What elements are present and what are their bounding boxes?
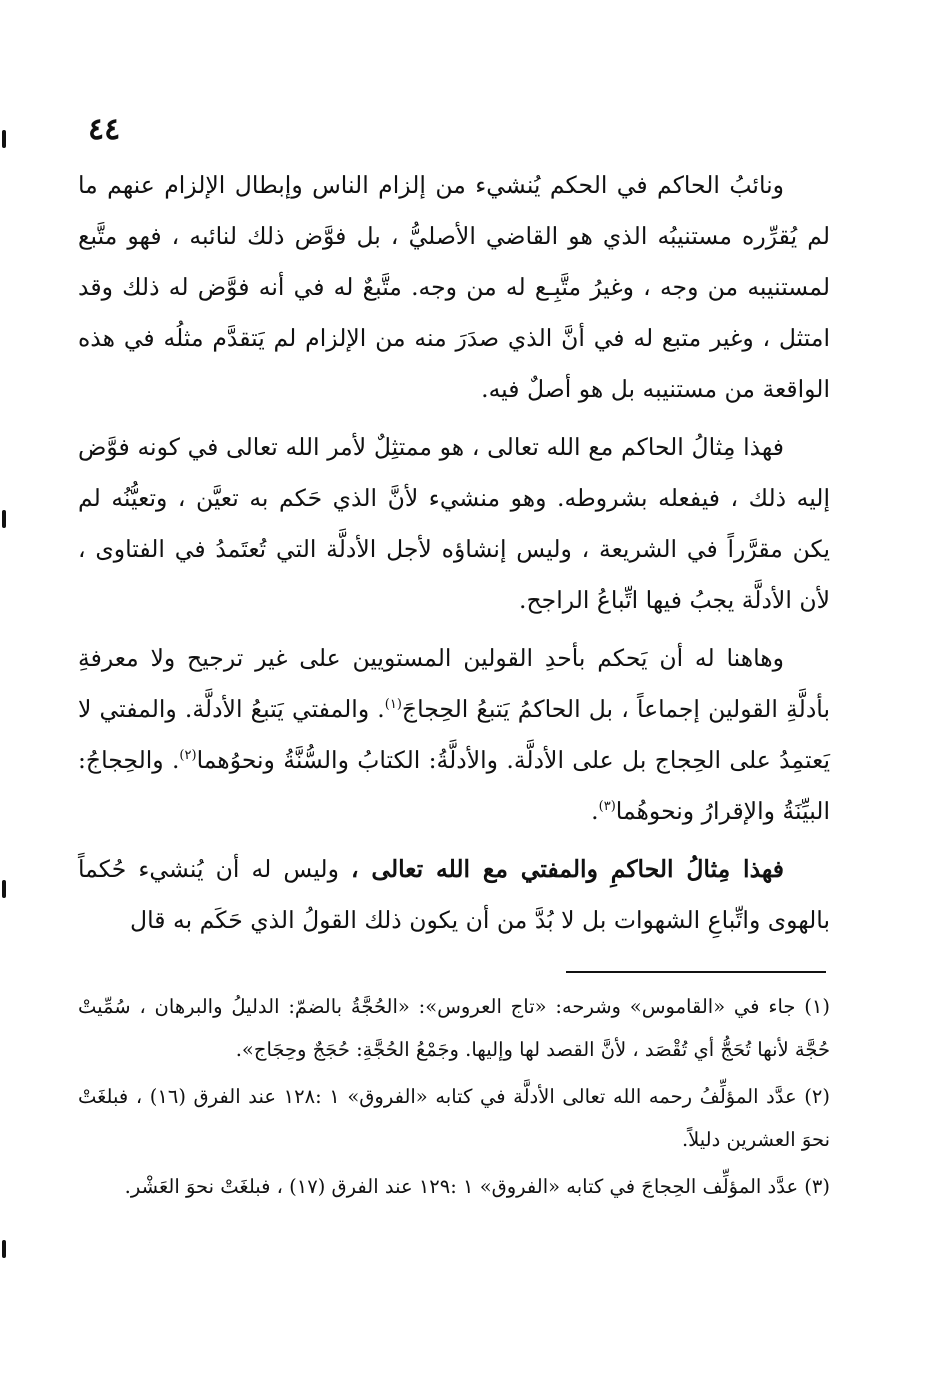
- margin-mark: [2, 510, 6, 528]
- margin-mark: [2, 880, 6, 898]
- paragraph-1: ونائبُ الحاكم في الحكم يُنشيء من إلزام الناس وإبطال الإلزام عنهم ما لم يُقرِّره مستنيبُه الذي هو القاضي الأصليُّ ، بل فوَّض ذلك لنائبه ، فهو متَّبع لمستنيبه من وجه ، وغيرُ متَّبِـع له من وجه. متَّبعٌ له في أنه فوَّض له ذلك وقد امتثل ، وغير متبع له في أنَّ الذي صدَرَ منه من الإلزام لم يَتقدَّم مثلُه في هذه الواقعة من مستنيبه بل هو أصلٌ فيه.: [78, 171, 830, 403]
- paragraph-4: [78, 844, 830, 946]
- page-number: ٤٤: [88, 112, 121, 147]
- footnote-ref-1: (١): [384, 697, 402, 713]
- margin-mark: [2, 1240, 6, 1258]
- paragraph-4-bold: فهذا مِثالُ الحاكمِ والمفتي مع الله تعالى ،: [351, 855, 784, 883]
- footnote-ref-3: (٣): [598, 799, 616, 815]
- footnote-1: (١) جاء في «القاموس» وشرحه: «تاج العروس»: «الحُجَّةُ بالضمّ: الدليلُ والبرهان ، سُمِّيتْ حُجَّة لأنها تُحَجُّ أي تُقْصَد ، لأنَّ القصد لها وإليها. وجَمْعُ الحُجَّةِ: حُجَجٌ وحِجَاج».: [78, 995, 830, 1061]
- footnote-ref-2: (٢): [179, 748, 197, 764]
- paragraph-3: [78, 633, 830, 837]
- paragraph-3-part-d: .: [591, 797, 599, 825]
- footnote-divider: [566, 971, 826, 973]
- paragraph-2: فهذا مِثالُ الحاكم مع الله تعالى ، هو ممتثِلٌ لأمر الله تعالى في كونه فوَّض إليه ذلك ، فيفعله بشروطه. وهو منشيء لأنَّ الذي حَكم به تعيَّن ، وتعيُّنُه لم يكن مقرَّراً في الشريعة ، وليس إنشاؤه لأجل الأدلَّة التي تُعتَمدُ في الفتاوى ، لأن الأدلَّة يجبُ فيها اتِّباعُ الراجح.: [78, 433, 830, 614]
- footnote-3: (٣) عدَّد المؤلِّف الحِجاجَ في كتابه «الفروق» ١ :١٢٩ عند الفرق (١٧) ، فبلغَتْ نحوَ العَشْر.: [124, 1175, 830, 1198]
- paragraph-3-part-a: وهاهنا له أن يَحكم بأحدِ القولين المستويين على غير ترجيح ولا معرفةِ بأدلَّةِ القولين إجماعاً ، بل الحاكمُ يَتبعُ الحِجاجَ: [78, 644, 830, 723]
- paragraph-4-text: وليس له أن يُنشيء حُكماً بالهوى واتِّباعِ الشهوات بل لا بُدَّ من أن يكون ذلك القولُ الذي حَكَم به قال: [78, 855, 830, 934]
- paragraph-3-part-c: . والحِجاجُ: البيِّنَةُ والإقرارُ ونحوهُما: [78, 746, 830, 825]
- main-text: [78, 160, 830, 953]
- margin-mark: [2, 130, 6, 148]
- footnote-2: (٢) عدَّد المؤلِّفُ رحمه الله تعالى الأدلَّة في كتابه «الفروق» ١ :١٢٨ عند الفرق (١٦) ، فبلغَتْ نحوَ العشرين دليلاً.: [78, 1085, 830, 1151]
- paragraph-3-part-b: . والمفتي يَتبعُ الأدلَّة. والمفتي لا يَعتمِدُ على الحِجاج بل على الأدلَّة. والأدلَّةُ: الكتابُ والسُّنَّةُ ونحوُهما: [78, 695, 830, 774]
- footnotes: [78, 985, 830, 1212]
